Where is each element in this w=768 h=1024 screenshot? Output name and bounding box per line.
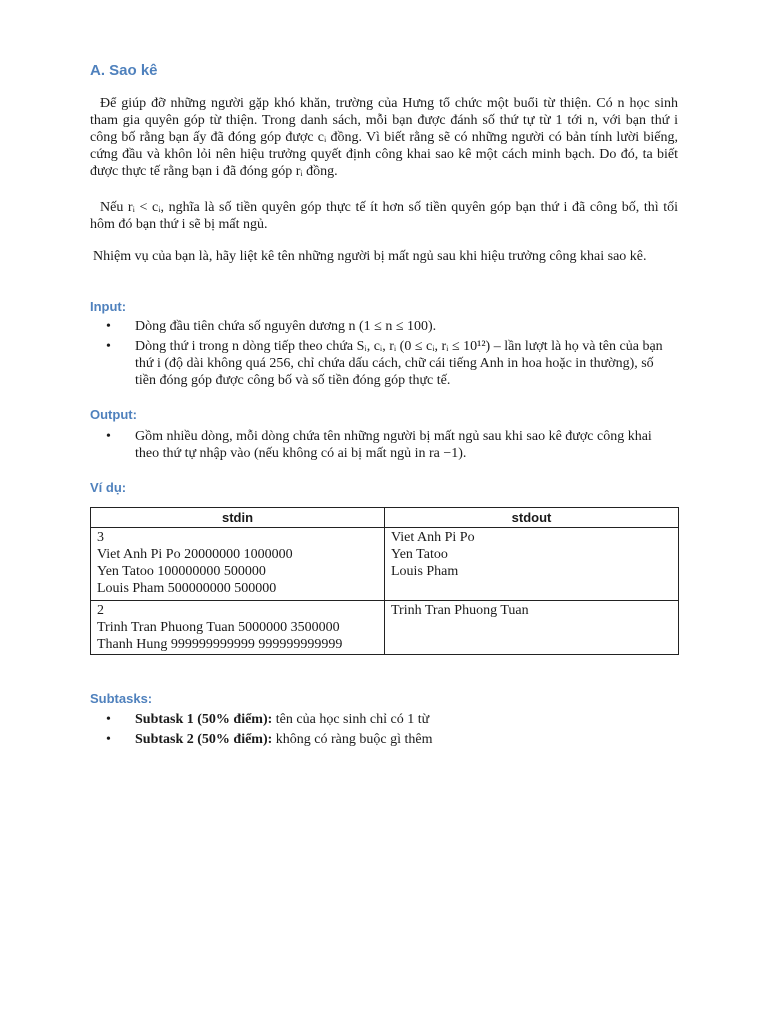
stdout-line: Trinh Tran Phuong Tuan [391, 603, 529, 618]
stdin-line: Viet Anh Pi Po 20000000 1000000 [97, 547, 293, 562]
input-list [90, 318, 678, 392]
output-list [90, 428, 678, 465]
example-table [90, 507, 679, 655]
example-1-stdin [91, 528, 385, 601]
example-row-1 [91, 528, 679, 601]
stdin-column-header: stdin [91, 508, 385, 528]
problem-title: A. Sao kê [90, 62, 158, 79]
stdout-line: Viet Anh Pi Po [391, 530, 475, 545]
example-1-stdout [385, 528, 679, 601]
stdout-line: Yen Tatoo [391, 547, 448, 562]
subtask-1-label: Subtask 1 (50% điểm): [135, 712, 273, 727]
stdin-line: Trinh Tran Phuong Tuan 5000000 3500000 [97, 620, 340, 635]
stdin-line: Thanh Hung 999999999999 999999999999 [97, 637, 343, 652]
example-row-2 [91, 601, 679, 655]
intro-paragraph-3: Nhiệm vụ của bạn là, hãy liệt kê tên những người bị mất ngủ sau khi hiệu trưởng công khai sao kê. [93, 249, 647, 264]
example-heading: Ví dụ: [90, 480, 127, 495]
output-heading: Output: [90, 407, 137, 422]
example-header-row [91, 508, 679, 528]
subtasks-heading: Subtasks: [90, 691, 153, 706]
stdin-line: Yen Tatoo 100000000 500000 [97, 564, 266, 579]
intro-paragraph-1: Để giúp đỡ những người gặp khó khăn, trường của Hưng tổ chức một buổi từ thiện. Có n học sinh tham gia quyên góp từ thiện. Trong danh sách, mỗi bạn được đánh số thứ tự từ 1 tới n, với bạn thứ i công bố rằng bạn ấy đã đóng góp được cᵢ đồng. Vì biết rằng sẽ có những người có bản tính lười biếng, cứng đầu và khôn lỏi nên hiệu trưởng quyết định công khai sao kê một cách minh bạch. Do đó, ta biết được thực tế rằng bạn i đã đóng góp rᵢ đồng. [90, 96, 678, 179]
example-2-stdin [91, 601, 385, 655]
stdin-line: 2 [97, 603, 104, 618]
output-item-1: • Gồm nhiều dòng, mỗi dòng chứa tên những người bị mất ngủ sau khi sao kê được công khai theo thứ tự nhập vào (nếu không có ai bị mất ngủ in ra −1). [90, 428, 678, 462]
input-item-2: • Dòng thứ i trong n dòng tiếp theo chứa Sᵢ, cᵢ, rᵢ (0 ≤ cᵢ, rᵢ ≤ 10¹²) – lần lượt là họ và tên của bạn thứ i (độ dài không quá 256, chỉ chứa dấu cách, chữ cái tiếng Anh in hoa hoặc in thường), số tiền đóng góp được công bố và số tiền đóng góp thực tế. [90, 338, 678, 389]
input-item-1: • Dòng đầu tiên chứa số nguyên dương n (1 ≤ n ≤ 100). [90, 318, 678, 335]
subtask-2-label: Subtask 2 (50% điểm): [135, 732, 273, 747]
subtasks-list [90, 711, 678, 751]
subtask-item-1 [90, 711, 678, 728]
subtask-2-text: không có ràng buộc gì thêm [272, 732, 433, 747]
input-heading: Input: [90, 299, 127, 314]
subtask-1-text: tên của học sinh chỉ có 1 từ [272, 712, 430, 727]
stdout-column-header: stdout [385, 508, 679, 528]
stdout-line: Louis Pham [391, 564, 459, 579]
stdin-line: 3 [97, 530, 104, 545]
example-2-stdout [385, 601, 679, 655]
intro-paragraph-2: Nếu rᵢ < cᵢ, nghĩa là số tiền quyên góp thực tế ít hơn số tiền quyên góp bạn thứ i đã công bố, thì tối hôm đó bạn thứ i sẽ bị mất ngủ. [90, 200, 678, 232]
subtask-item-2 [90, 731, 678, 748]
stdin-line: Louis Pham 500000000 500000 [97, 581, 277, 596]
